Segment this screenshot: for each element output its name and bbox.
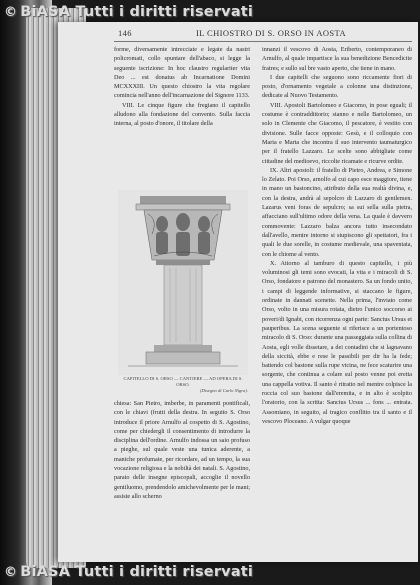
running-title: IL CHIOSTRO DI S. ORSO IN AOSTA <box>196 28 347 38</box>
paragraph: chiesa: San Pietro, imberbe, in paramenti pontificali, con le chiavi (frutti della destra. In seguito S. Orso introduce il priore Arnulfo al cospetto di S. Agostino, come per chiedergli il consentimento di introdurre la disciplina dell'ordine. Arnulfo indossa un saio profuso a pieghe, sul quale veste una tunica aderente, a maniche profumate, per ricordare, ad un tempo, la sua vocazione religiosa e la nobiltà dei natali. S. Agostino, parato delle insegne episcopali, accoglie il novello gentiluomo, prendendolo amichevolmente per le mani; assiste allo scherno <box>114 400 250 500</box>
left-column-top <box>114 45 250 185</box>
watermark-bottom <box>4 564 253 580</box>
figure-caption-text: CAPITELLO DI S. ORSO — CANTIERE — AD OPERA DI S. ORSO. <box>123 376 243 387</box>
page-number: 146 <box>118 28 132 38</box>
paragraph: forme, diversamente intrecciate e legate da nastri policromati, collo spuntare dell'abaco, si legge la seguente iscrizione: In hoc claustro regulariter vita Deo ... est donatus ab Incarnatione Domini MCXXXIII. Un questo chiostro la vita regolare comincia nell'anno dell'incarnazione del Signore 1133. <box>114 46 250 100</box>
paragraph: IX. Altri apostoli: il fratello di Pietro, Andrea, e Simone lo Zelato. Poi Orso, arnolfo al cui capo esce maggiore, tiene in mano un bastoncino, attributo della sua realtà divina, e, con la destra, andrà al sepolcro di Lazzaro di gentlemen. Lazarus veni foras de sepulcro; sa sui sella sulla pietra, affacciano sull'ultimo odore della vena. La quale è davvero commovente: Lazzaro balza ancora tutto insecondato dall'avello, mentre intorno si stupiscono gli spettatori, fra i quali le due sorelle, in costume medievale, una spaventata, con le chiome al vento. <box>262 166 412 258</box>
right-column <box>262 45 412 560</box>
watermark-text: BiASA Tutti i diritti riservati <box>20 564 254 580</box>
copyright-icon: © <box>4 5 18 20</box>
paragraph: I due capitelli che seguono sono riccamente fiori di posto, d'ornamento vegetale a colonne una distinzione, dedicate al Nuovo Testamento. <box>262 73 412 100</box>
paragraph: VIII. Apostoli Bartolomeo e Giacomo, in pose eguali; il costume è contraddittorio; stanno e nelle Bartolomeo, un solo in Clemente che Giacomo, il pescatore, è vestito con divisione. Sulle facce opposte: Gesù, e il colloquio con Maria e Marta che incontra il suo intervento taumaturgico per il fratello Lazzaro. Le scelte sono abbigliate come cittadine del medioevo, riccolte ricamate e ricurve ordite. <box>262 101 412 165</box>
figure-credit: (Disegno di Carlo Nigra). <box>200 388 248 393</box>
left-column-bottom <box>114 399 250 559</box>
figure-caption <box>118 376 248 394</box>
capital-drawing <box>118 190 248 375</box>
capital-illustration <box>118 190 248 393</box>
paragraph: VIII. Le cinque figure che fregiano il capitello alludono alla fondazione del convento. Sulla faccia interna, al posto d'onore, il titolare della <box>114 101 250 128</box>
copyright-icon: © <box>4 565 18 580</box>
book-page <box>58 22 418 562</box>
paragraph: X. Attorno al tamburo di questo capitello, i più voluminosi gli temi sono evocati, la vita e i miracoli di S. Orso, fondatore e patrono del monastero. Sa un fondo unito, i campi di leggende informative, si staccano le figure, ordinate in dannati scenette. Nella prima, l'inviato come Orso, volto in una misura rotata, dietro l'unico soccorso ai poveri/di Ignabi, con ricorrenza ogni parte: Sanctus Ursus et pauperibus. La scena seguente si riferisce a un portentoso miracolo di S. Orso: durante una passeggiata sulla collina di Aosta, egli volle dissetare, a dei contadini che si lagnavano della siccità, ebbe e rese le passibili per dir ha la fede; battendo col bastone sulla rupe vicina, ne fece scaturire una sorgente, che continua a colare sul posto venne poi eretta una cappella votiva. Il santo è ritratto nel mentre colpisce la roccia col suo bastone dall'eremita, e in alto è scolpito l'oratorio, con la scritta: Sanctus Ursus ... fons ... entrata. Assomiano, in seguito, al tragico conflitto tra il santo e il vescovo Ploceano. A vulgar quoque <box>262 259 412 425</box>
watermark-text: BiASA Tutti i diritti riservati <box>20 4 254 20</box>
running-header <box>118 28 408 40</box>
watermark-top <box>4 4 253 20</box>
header-rule <box>114 41 412 42</box>
paragraph: innanzi il vescovo di Aosta, Eriberto, contemporaneo di Arnulfo, al quale impartisce la sua benedizione Bencedicite fratres; e sullo sul bre vasto aperto, che tiene in mano. <box>262 46 412 72</box>
